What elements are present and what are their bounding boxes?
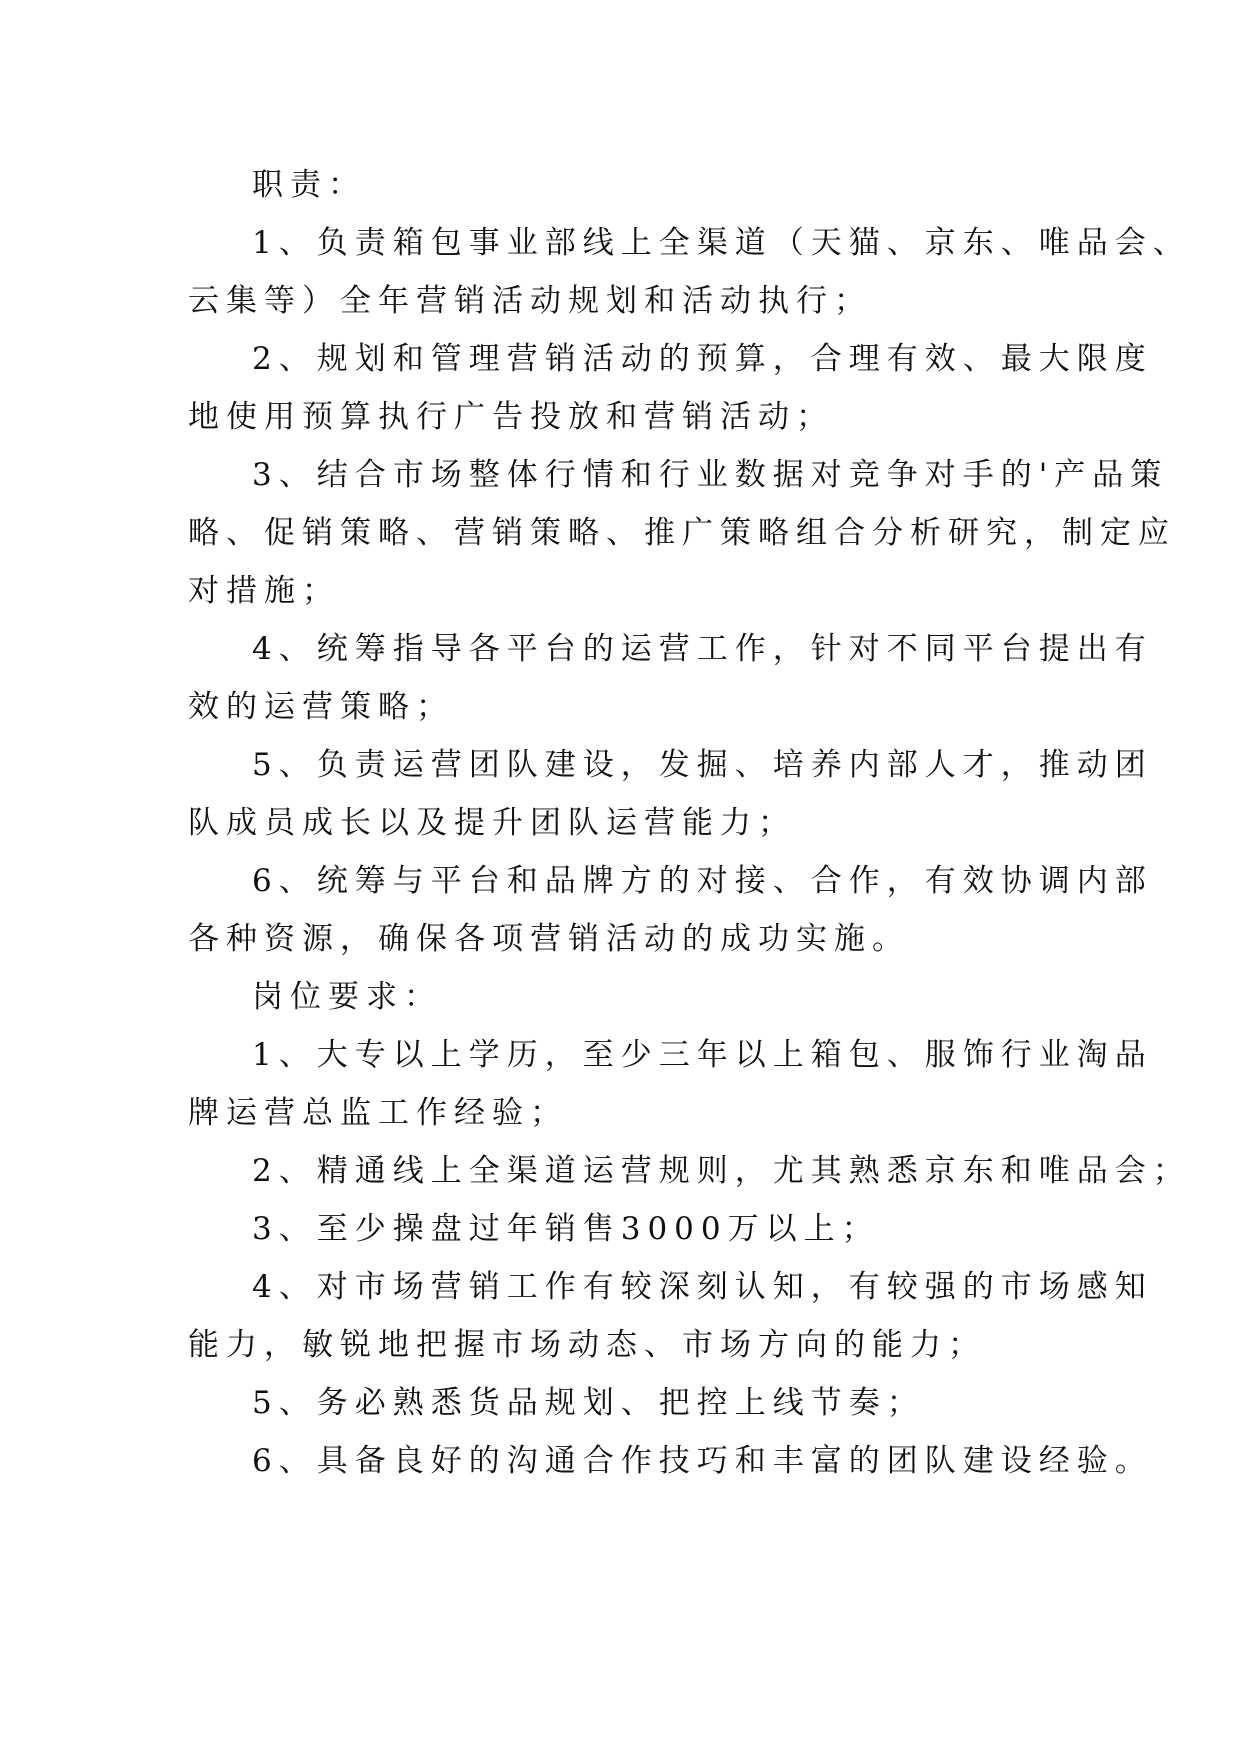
text-line: 效的运营策略； (188, 689, 454, 725)
text-line: 云集等）全年营销活动规划和活动执行； (188, 283, 872, 319)
text-line: 3、至少操盘过年销售3000万以上； (252, 1211, 880, 1247)
text-line: 2、精通线上全渠道运营规则，尤其熟悉京东和唯品会； (252, 1153, 1191, 1189)
text-line: 地使用预算执行广告投放和营销活动； (188, 399, 834, 435)
text-line: 1、负责箱包事业部线上全渠道（天猫、京东、唯品会、 (252, 225, 1191, 261)
text-line: 牌运营总监工作经验； (188, 1095, 568, 1131)
requirements-heading: 岗位要求： (252, 979, 442, 1015)
responsibilities-heading: 职责： (252, 167, 366, 203)
text-line: 4、统筹指导各平台的运营工作，针对不同平台提出有 (252, 631, 1153, 667)
text-line: 1、大专以上学历，至少三年以上箱包、服饰行业淘品 (252, 1037, 1153, 1073)
text-line: 6、统筹与平台和品牌方的对接、合作，有效协调内部 (252, 863, 1153, 899)
text-line: 5、务必熟悉货品规划、把控上线节奏； (252, 1385, 925, 1421)
document-body (188, 156, 1191, 1490)
text-line: 2、规划和管理营销活动的预算，合理有效、最大限度 (252, 341, 1153, 377)
text-line: 4、对市场营销工作有较深刻认知，有较强的市场感知 (252, 1269, 1153, 1305)
text-line: 略、促销策略、营销策略、推广策略组合分析研究，制定应 (188, 515, 1176, 551)
text-line: 6、具备良好的沟通合作技巧和丰富的团队建设经验。 (252, 1443, 1153, 1479)
text-line: 对措施； (188, 573, 340, 609)
text-line: 能力，敏锐地把握市场动态、市场方向的能力； (188, 1327, 986, 1363)
text-line: 5、负责运营团队建设，发掘、培养内部人才，推动团 (252, 747, 1153, 783)
text-line: 3、结合市场整体行情和行业数据对竞争对手的'产品策 (252, 457, 1169, 493)
text-line: 队成员成长以及提升团队运营能力； (188, 805, 796, 841)
text-line: 各种资源，确保各项营销活动的成功实施。 (188, 921, 910, 957)
